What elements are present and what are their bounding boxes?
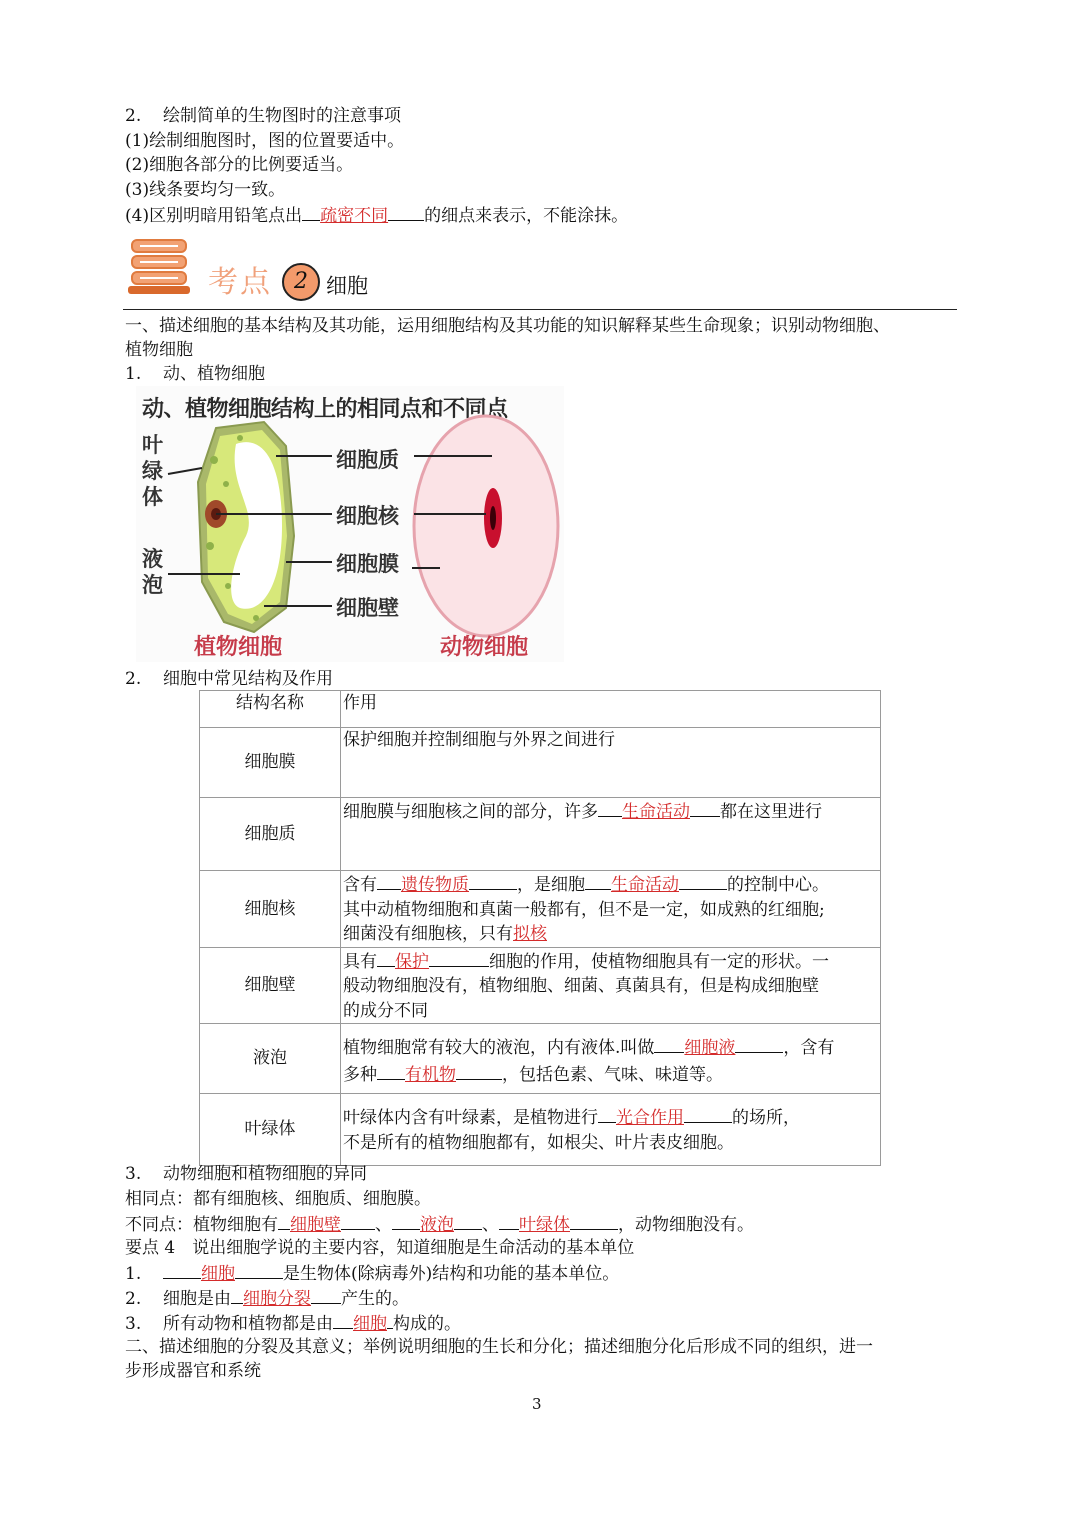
tips-item-4: (4)区别明暗用铅笔点出 疏密不同 的细点来表示，不能涂抹。 bbox=[125, 202, 628, 228]
page-number: 3 bbox=[532, 1395, 542, 1413]
row-function: 含有 遗传物质 ，是细胞 生命活动 的控制中心。 其中动植物细胞和真菌一般都有，但不是一定，如成熟的红细胞; 细菌没有细胞核，只有拟核 bbox=[341, 871, 881, 948]
tips-item-1: (1)绘制细胞图时，图的位置要适中。 bbox=[125, 131, 405, 151]
label-nucleus: 细胞核 bbox=[336, 504, 399, 528]
header-structure-name: 结构名称 bbox=[200, 691, 341, 728]
point4-heading: 要点 4 说出细胞学说的主要内容，知道细胞是生命活动的基本单位 bbox=[125, 1238, 635, 1258]
section-number-badge: 2 bbox=[282, 263, 320, 301]
answer-blank: 保护 bbox=[395, 951, 429, 972]
point4-item-1: 1. 细胞 是生物体(除病毒外)结构和功能的基本单位。 bbox=[125, 1260, 619, 1286]
answer-blank: 生命活动 bbox=[611, 875, 679, 895]
compare-heading: 3. 动物细胞和植物细胞的异同 bbox=[125, 1164, 367, 1184]
part2-heading-line1: 二、描述细胞的分裂及其意义；举例说明细胞的生长和分化；描述细胞分化后形成不同的组织，进一 bbox=[125, 1337, 873, 1357]
answer-blank: 生命活动 bbox=[622, 802, 690, 822]
part1-heading-line1: 一、描述细胞的基本结构及其功能，运用细胞结构及其功能的知识解释某些生命现象；识别动物细胞、 bbox=[125, 316, 890, 336]
compare-diff: 不同点：植物细胞有 细胞壁 、 液泡 、 叶绿体 ，动物细胞没有。 bbox=[125, 1211, 754, 1237]
row-name: 叶绿体 bbox=[200, 1094, 341, 1166]
answer-blank: 拟核 bbox=[513, 924, 547, 944]
header-function: 作用 bbox=[341, 691, 881, 728]
table-row bbox=[200, 1024, 881, 1094]
row-name: 细胞核 bbox=[200, 871, 341, 948]
part2-heading-line2: 步形成器官和系统 bbox=[125, 1361, 261, 1381]
books-icon bbox=[126, 236, 192, 296]
table-row bbox=[200, 798, 881, 871]
answer-blank: 细胞壁 bbox=[290, 1215, 341, 1235]
section-title: 细胞 bbox=[326, 274, 368, 298]
subheading-1: 1. 动、植物细胞 bbox=[125, 364, 265, 384]
compare-same: 相同点：都有细胞核、细胞质、细胞膜。 bbox=[125, 1189, 431, 1209]
table-row bbox=[200, 728, 881, 798]
answer-blank: 疏密不同 bbox=[320, 206, 389, 226]
tips-heading: 2. 绘制简单的生物图时的注意事项 bbox=[125, 106, 401, 126]
table-row bbox=[200, 1094, 881, 1166]
row-function: 植物细胞常有较大的液泡，内有液体.叫做 细胞液 ，含有 多种 有机物 ，包括色素、气味、味道等。 bbox=[341, 1024, 881, 1094]
section-divider bbox=[123, 309, 957, 310]
label-cell-wall: 细胞壁 bbox=[336, 596, 399, 620]
table-header-row bbox=[200, 691, 881, 728]
subheading-2: 2. 细胞中常见结构及作用 bbox=[125, 669, 333, 689]
answer-blank: 细胞 bbox=[201, 1264, 235, 1284]
section-word: 考点 bbox=[208, 265, 272, 300]
row-function: 保护细胞并控制细胞与外界之间进行 bbox=[341, 728, 881, 798]
label-membrane: 细胞膜 bbox=[336, 552, 399, 576]
answer-blank: 细胞 bbox=[353, 1314, 387, 1334]
structure-table bbox=[199, 690, 881, 1166]
point4-item-2: 2. 细胞是由 细胞分裂 产生的。 bbox=[125, 1285, 409, 1311]
answer-blank: 遗传物质 bbox=[401, 875, 469, 895]
caption-plant-cell: 植物细胞 bbox=[194, 635, 283, 660]
figure-title: 动、植物细胞结构上的相同点和不同点 bbox=[142, 397, 508, 422]
label-chloroplast: 叶绿体 bbox=[142, 433, 163, 509]
answer-blank: 光合作用 bbox=[616, 1108, 684, 1128]
label-cytoplasm: 细胞质 bbox=[336, 448, 399, 472]
table-row bbox=[200, 947, 881, 1024]
caption-animal-cell: 动物细胞 bbox=[440, 635, 529, 660]
part1-heading-line2: 植物细胞 bbox=[125, 340, 193, 360]
cell-comparison-figure bbox=[136, 386, 564, 662]
answer-blank: 叶绿体 bbox=[519, 1215, 570, 1235]
row-name: 液泡 bbox=[200, 1024, 341, 1094]
tips-item-3: (3)线条要均匀一致。 bbox=[125, 180, 286, 200]
row-function: 具有 保护 细胞的作用，使植物细胞具有一定的形状。一 般动物细胞没有，植物细胞、细菌、真菌具有，但是构成细胞壁 的成分不同 bbox=[341, 947, 881, 1024]
tips-item-2: (2)细胞各部分的比例要适当。 bbox=[125, 155, 354, 175]
label-vacuole: 液泡 bbox=[142, 547, 163, 597]
row-function: 细胞膜与细胞核之间的部分，许多 生命活动 都在这里进行 bbox=[341, 798, 881, 871]
answer-blank: 细胞分裂 bbox=[243, 1289, 311, 1309]
row-name: 细胞质 bbox=[200, 798, 341, 871]
row-name: 细胞膜 bbox=[200, 728, 341, 798]
point4-item-3: 3. 所有动物和植物都是由 细胞 构成的。 bbox=[125, 1310, 461, 1336]
row-function: 叶绿体内含有叶绿素，是植物进行 光合作用 的场所， 不是所有的植物细胞都有，如根尖、叶片表皮细胞。 bbox=[341, 1094, 881, 1166]
answer-blank: 细胞液 bbox=[684, 1038, 736, 1058]
table-row bbox=[200, 871, 881, 948]
answer-blank: 有机物 bbox=[405, 1064, 456, 1085]
answer-blank: 液泡 bbox=[420, 1215, 454, 1235]
row-name: 细胞壁 bbox=[200, 947, 341, 1024]
